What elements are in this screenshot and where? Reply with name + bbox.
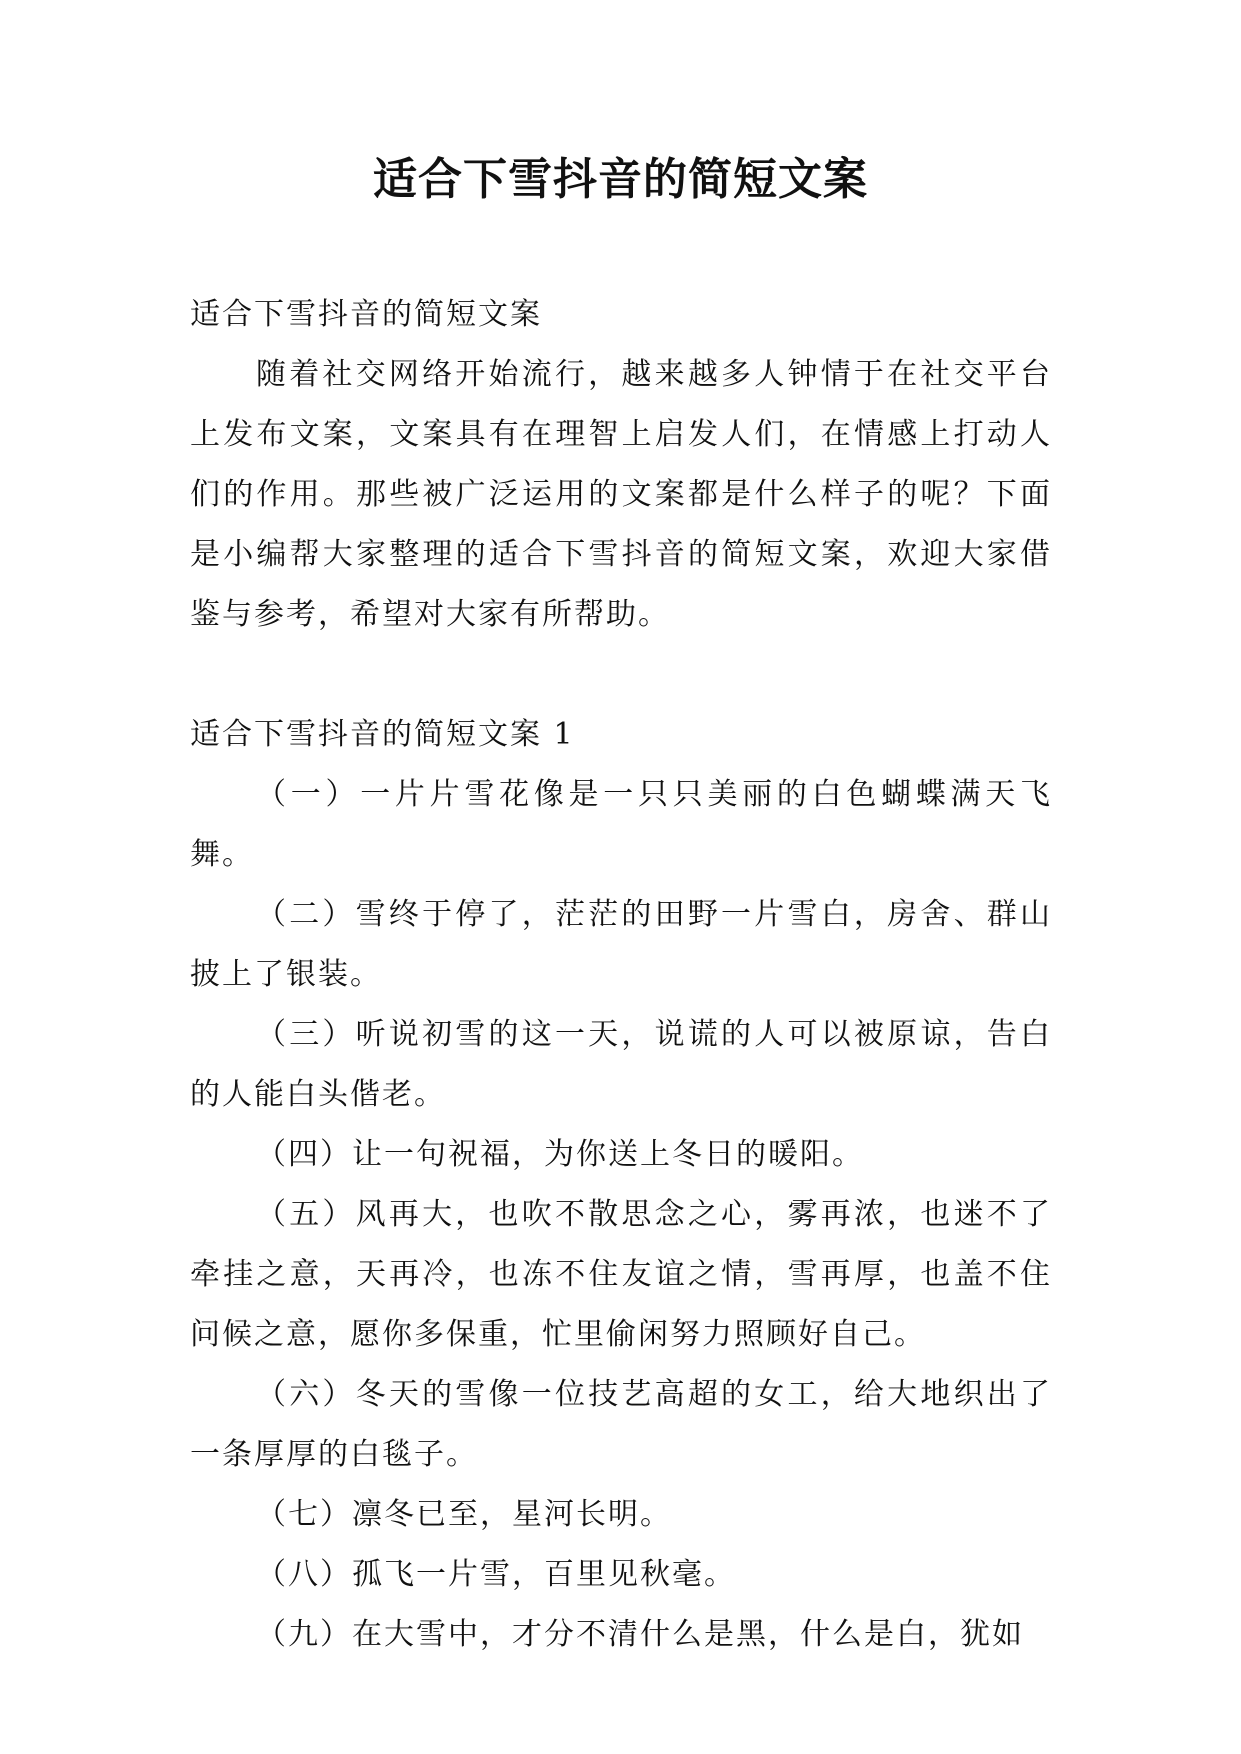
list-item-marker: （四） [256, 1137, 352, 1172]
list-item-marker: （七） [256, 1497, 352, 1532]
list-item-marker: （五） [256, 1197, 356, 1232]
intro-paragraph: 随着社交网络开始流行，越来越多人钟情于在社交平台上发布文案，文案具有在理智上启发人们，在情感上打动人们的作用。那些被广泛运用的文案都是什么样子的呢？下面是小编帮大家整理的适合下雪抖音的简短文案，欢迎大家借鉴与参考，希望对大家有所帮助。 [190, 357, 1052, 632]
list-item-marker: （一） [256, 777, 361, 812]
list-item-marker: （九） [256, 1617, 352, 1652]
list-item [190, 1125, 1052, 1185]
list-item [190, 1545, 1052, 1605]
document-title: 适合下雪抖音的简短文案 [373, 154, 868, 205]
list-item-text: 一片片雪花像是一只只美丽的白色蝴蝶满天飞舞。 [190, 777, 1053, 872]
list-item-text: 在大雪中，才分不清什么是黑，什么是白，犹如 [352, 1617, 1024, 1652]
list-item [190, 1005, 1052, 1125]
list-item-text: 让一句祝福，为你送上冬日的暖阳。 [352, 1137, 864, 1172]
list-item-text: 孤飞一片雪，百里见秋毫。 [352, 1557, 736, 1592]
list-item-text: 冬天的雪像一位技艺高超的女工，给大地织出了一条厚厚的白毯子。 [190, 1377, 1053, 1472]
list-item [190, 1485, 1052, 1545]
list-item-marker: （八） [256, 1557, 352, 1592]
paragraph-spacer [190, 645, 1052, 705]
subtitle: 适合下雪抖音的简短文案 [190, 297, 542, 332]
list-item [190, 765, 1052, 885]
list-item [190, 885, 1052, 1005]
list-item-text: 听说初雪的这一天，说谎的人可以被原谅，告白的人能白头偕老。 [190, 1017, 1053, 1112]
list-item-marker: （三） [256, 1017, 356, 1052]
list-item-text: 风再大，也吹不散思念之心，雾再浓，也迷不了牵挂之意，天再冷，也冻不住友谊之情，雪再厚，也盖不住问候之意，愿你多保重，忙里偷闲努力照顾好自己。 [190, 1197, 1053, 1352]
list-item-marker: （六） [256, 1377, 356, 1412]
list-item [190, 1605, 1052, 1665]
list-item-marker: （二） [256, 897, 356, 932]
list-item [190, 1365, 1052, 1485]
section-heading: 适合下雪抖音的简短文案 1 [190, 717, 575, 752]
list-item-text: 凛冬已至，星河长明。 [352, 1497, 672, 1532]
list-item-text: 雪终于停了，茫茫的田野一片雪白，房舍、群山披上了银装。 [190, 897, 1053, 992]
list-item [190, 1185, 1052, 1365]
document-body [190, 285, 1052, 1665]
